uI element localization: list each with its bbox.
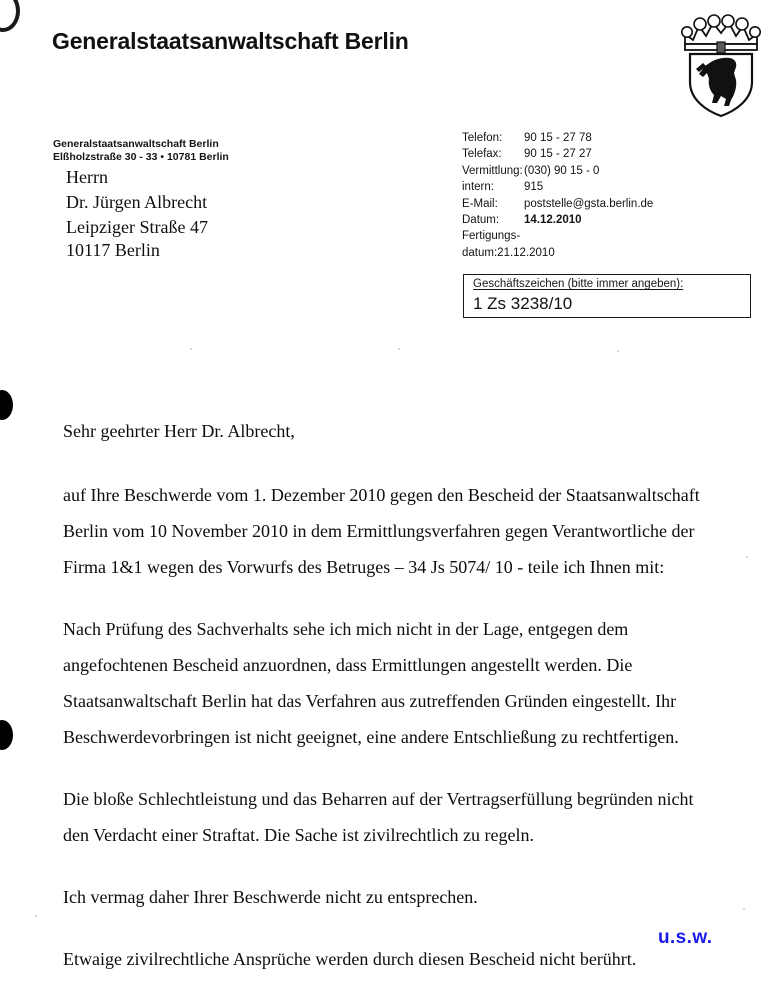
sender-address	[53, 138, 229, 163]
contact-label-vermittlung: Vermittlung:	[462, 164, 523, 177]
scan-speck	[617, 350, 619, 352]
scan-speck	[746, 556, 748, 558]
sender-line-1: Generalstaatsanwaltschaft Berlin	[53, 138, 219, 150]
scan-speck	[398, 348, 400, 350]
recipient-salutation-line: Herrn	[66, 167, 108, 187]
contact-row	[462, 130, 653, 146]
scan-speck	[190, 348, 192, 350]
letter-paragraph-2: Nach Prüfung des Sachverhalts sehe ich mich nicht in der Lage, entgegen dem angefochtenen Bescheid anzuordnen, dass Ermittlungen angestellt werden. Die Staatsanwaltschaft Berlin hat das Verfahren aus zutreffenden Gründen eingestellt. Ihr Beschwerdevorbringen ist nicht geeignet, eine andere Entschließung zu rechtfertigen.	[63, 619, 679, 747]
contact-label-datum: Datum:	[462, 214, 500, 227]
contact-row	[462, 212, 653, 228]
page-corner-mark	[0, 0, 20, 32]
contact-value-fertigungsdatum: 21.12.2010	[497, 246, 555, 259]
sender-line-2: Elßholzstraße 30 - 33 • 10781 Berlin	[53, 150, 229, 163]
contact-label-fertigungsdatum-line2: datum:	[462, 246, 498, 259]
contact-row	[462, 163, 653, 179]
scan-speck	[35, 915, 37, 917]
letter-paragraph-5: Etwaige zivilrechtliche Ansprüche werden durch diesen Bescheid nicht berührt.	[63, 949, 637, 969]
contact-row	[462, 146, 653, 162]
scan-speck	[743, 908, 745, 910]
contact-fertigungsdatum-sub	[462, 245, 653, 261]
contact-label-telefax: Telefax:	[462, 148, 502, 161]
letter-paragraph-1: auf Ihre Beschwerde vom 1. Dezember 2010 gegen den Bescheid der Staatsanwaltschaft Berlin vom 10 November 2010 in dem Ermittlungsverfahren gegen Verantwortliche der Firma 1&1 wegen des Vorwurfs des Betruges – 34 Js 5074/ 10 - teile ich Ihnen mit:	[63, 485, 700, 577]
letter-body	[63, 415, 703, 1003]
berlin-coat-of-arms-icon	[673, 6, 769, 118]
letter-salutation: Sehr geehrter Herr Dr. Albrecht,	[63, 421, 295, 441]
contact-value-telefon: 90 15 - 27 78	[524, 132, 592, 144]
contact-label-email: E-Mail:	[462, 197, 498, 210]
contact-value-datum: 14.12.2010	[524, 214, 582, 227]
letter-paragraph-3: Die bloße Schlechtleistung und das Beharren auf der Vertragserfüllung begründen nicht den Verdacht einer Straftat. Die Sache ist zivilrechtlich zu regeln.	[63, 789, 694, 845]
recipient-street: Leipziger Straße 47	[66, 217, 208, 237]
contact-value-intern: 915	[524, 181, 544, 194]
contact-value-email: poststelle@gsta.berlin.de	[524, 197, 654, 210]
contact-label-intern: intern:	[462, 181, 494, 194]
page-title: Generalstaatsanwaltschaft Berlin	[52, 28, 409, 54]
reference-number-label: Geschäftszeichen (bitte immer angeben):	[473, 278, 684, 290]
recipient-name: Dr. Jürgen Albrecht	[66, 192, 208, 212]
contact-row	[462, 196, 653, 212]
contact-label-telefon: Telefon:	[462, 132, 503, 144]
contact-row-fertigungsdatum	[462, 228, 653, 261]
contact-value-telefax: 90 15 - 27 27	[524, 148, 592, 161]
letter-paragraph-4: Ich vermag daher Ihrer Beschwerde nicht zu entsprechen.	[63, 887, 478, 907]
contact-row	[462, 179, 653, 195]
reference-number-value: 1 Zs 3238/10	[473, 294, 573, 313]
punch-hole-mark-bottom	[0, 720, 13, 750]
contact-value-vermittlung: (030) 90 15 - 0	[524, 164, 600, 177]
reference-number-box	[463, 274, 751, 318]
recipient-city: 10117 Berlin	[66, 240, 160, 260]
recipient-address	[66, 165, 208, 240]
punch-hole-mark-top	[0, 390, 13, 420]
continuation-mark: u.s.w.	[658, 927, 713, 948]
contact-label-fertigungsdatum-line1: Fertigungs-	[462, 230, 521, 243]
contact-details	[462, 130, 653, 261]
